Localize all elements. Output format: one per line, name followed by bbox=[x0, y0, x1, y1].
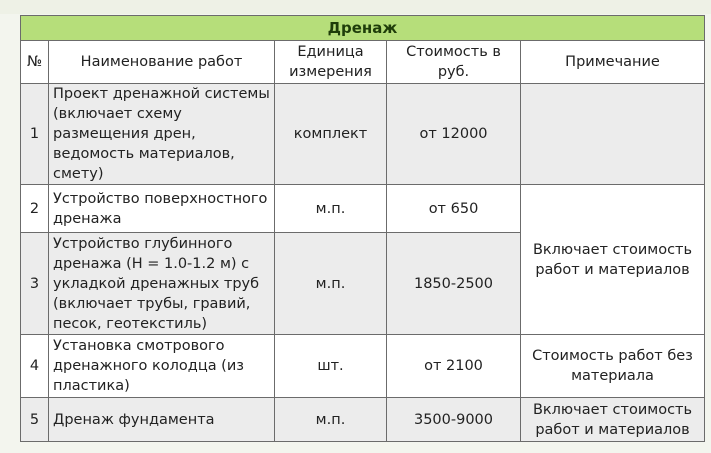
row-name: Устройство поверхностного дренажа bbox=[49, 185, 275, 233]
row-name: Устройство глубинного дренажа (Н = 1.0-1.2 м) с укладкой дренажных труб (включает трубы, гравий, песок, геотекстиль) bbox=[49, 233, 275, 335]
row-note: Стоимость работ без материала bbox=[521, 335, 705, 398]
row-name: Дренаж фундамента bbox=[49, 398, 275, 442]
header-note: Примечание bbox=[521, 41, 705, 84]
header-cost: Стоимость в руб. bbox=[387, 41, 521, 84]
table-row bbox=[21, 84, 705, 185]
row-note: Включает стоимость работ и материалов bbox=[521, 398, 705, 442]
row-cost: 1850-2500 bbox=[387, 233, 521, 335]
row-unit: комплект bbox=[275, 84, 387, 185]
row-note bbox=[521, 84, 705, 185]
row-num: 1 bbox=[21, 84, 49, 185]
row-unit: м.п. bbox=[275, 185, 387, 233]
row-num: 4 bbox=[21, 335, 49, 398]
row-cost: от 2100 bbox=[387, 335, 521, 398]
row-unit: м.п. bbox=[275, 398, 387, 442]
row-cost: от 650 bbox=[387, 185, 521, 233]
top-strip bbox=[0, 0, 711, 14]
row-cost: 3500-9000 bbox=[387, 398, 521, 442]
table-title-row bbox=[21, 16, 705, 41]
row-unit: шт. bbox=[275, 335, 387, 398]
table-row bbox=[21, 185, 705, 233]
row-num: 5 bbox=[21, 398, 49, 442]
table-row bbox=[21, 398, 705, 442]
row-unit: м.п. bbox=[275, 233, 387, 335]
row-name: Установка смотрового дренажного колодца (из пластика) bbox=[49, 335, 275, 398]
table-title: Дренаж bbox=[21, 16, 705, 41]
table-row bbox=[21, 335, 705, 398]
row-num: 3 bbox=[21, 233, 49, 335]
row-num: 2 bbox=[21, 185, 49, 233]
row-cost: от 12000 bbox=[387, 84, 521, 185]
table-header-row bbox=[21, 41, 705, 84]
row-name: Проект дренажной системы (включает схему размещения дрен, ведомость материалов, смету) bbox=[49, 84, 275, 185]
drainage-price-table bbox=[20, 15, 705, 442]
row-note-merged: Включает стоимость работ и материалов bbox=[521, 185, 705, 335]
header-unit: Единица измерения bbox=[275, 41, 387, 84]
header-name: Наименование работ bbox=[49, 41, 275, 84]
header-num: № bbox=[21, 41, 49, 84]
